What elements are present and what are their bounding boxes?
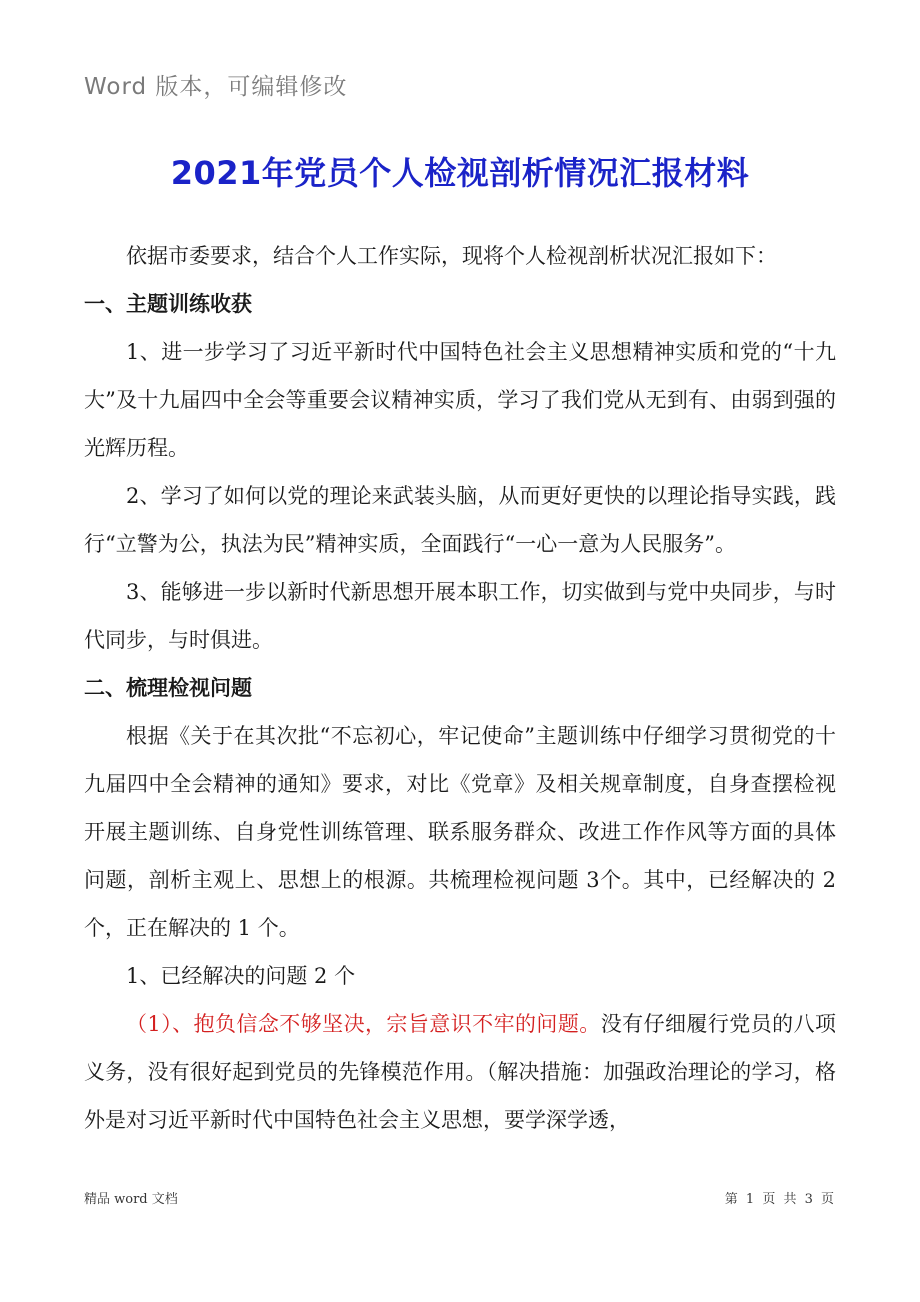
document-title: 2021年党员个人检视剖析情况汇报材料 xyxy=(170,154,750,192)
section1-item-2: 2、学习了如何以党的理论来武装头脑，从而更好更快的以理论指导实践，践行“立警为公，执法为民”精神实质，全面践行“一心一意为人民服务”。 xyxy=(84,484,836,556)
issue1-highlight: （1）、抱负信念不够坚决，宗旨意识不牢的问题。 xyxy=(126,1012,601,1036)
section1-heading: 一、主题训练收获 xyxy=(84,292,252,316)
issue1-paragraph xyxy=(84,1000,836,1144)
intro-paragraph: 依据市委要求，结合个人工作实际，现将个人检视剖析状况汇报如下： xyxy=(126,244,777,268)
footer-left-text: 精品 word 文档 xyxy=(84,1192,178,1207)
section2-heading: 二、梳理检视问题 xyxy=(84,676,252,700)
document-body xyxy=(84,232,836,1144)
watermark-text: Word 版本，可编辑修改 xyxy=(84,74,348,100)
issue1-text: 没有仔细履行党员的八项义务，没有很好起到党员的先锋模范作用。（解决措施：加强政治理论的学习，格外是对习近平新时代中国特色社会主义思想，要学深学透， xyxy=(84,1012,837,1132)
section1-item-3: 3、能够进一步以新时代新思想开展本职工作，切实做到与党中央同步，与时代同步，与时俱进。 xyxy=(84,580,836,652)
section2-subheading: 1、已经解决的问题 2 个 xyxy=(126,964,356,988)
section1-item-1: 1、进一步学习了习近平新时代中国特色社会主义思想精神实质和党的“十九大”及十九届四中全会等重要会议精神实质，学习了我们党从无到有、由弱到强的光辉历程。 xyxy=(84,340,836,460)
page-number: 第 1 页 共 3 页 xyxy=(724,1192,836,1207)
section2-paragraph: 根据《关于在其次批“不忘初心，牢记使命”主题训练中仔细学习贯彻党的十九届四中全会精神的通知》要求，对比《党章》及相关规章制度，自身查摆检视开展主题训练、自身党性训练管理、联系服务群众、改进工作作风等方面的具体问题，剖析主观上、思想上的根源。共梳理检视问题 3个。其中，已经解决的 2 个，正在解决的 1 个。 xyxy=(84,724,836,940)
